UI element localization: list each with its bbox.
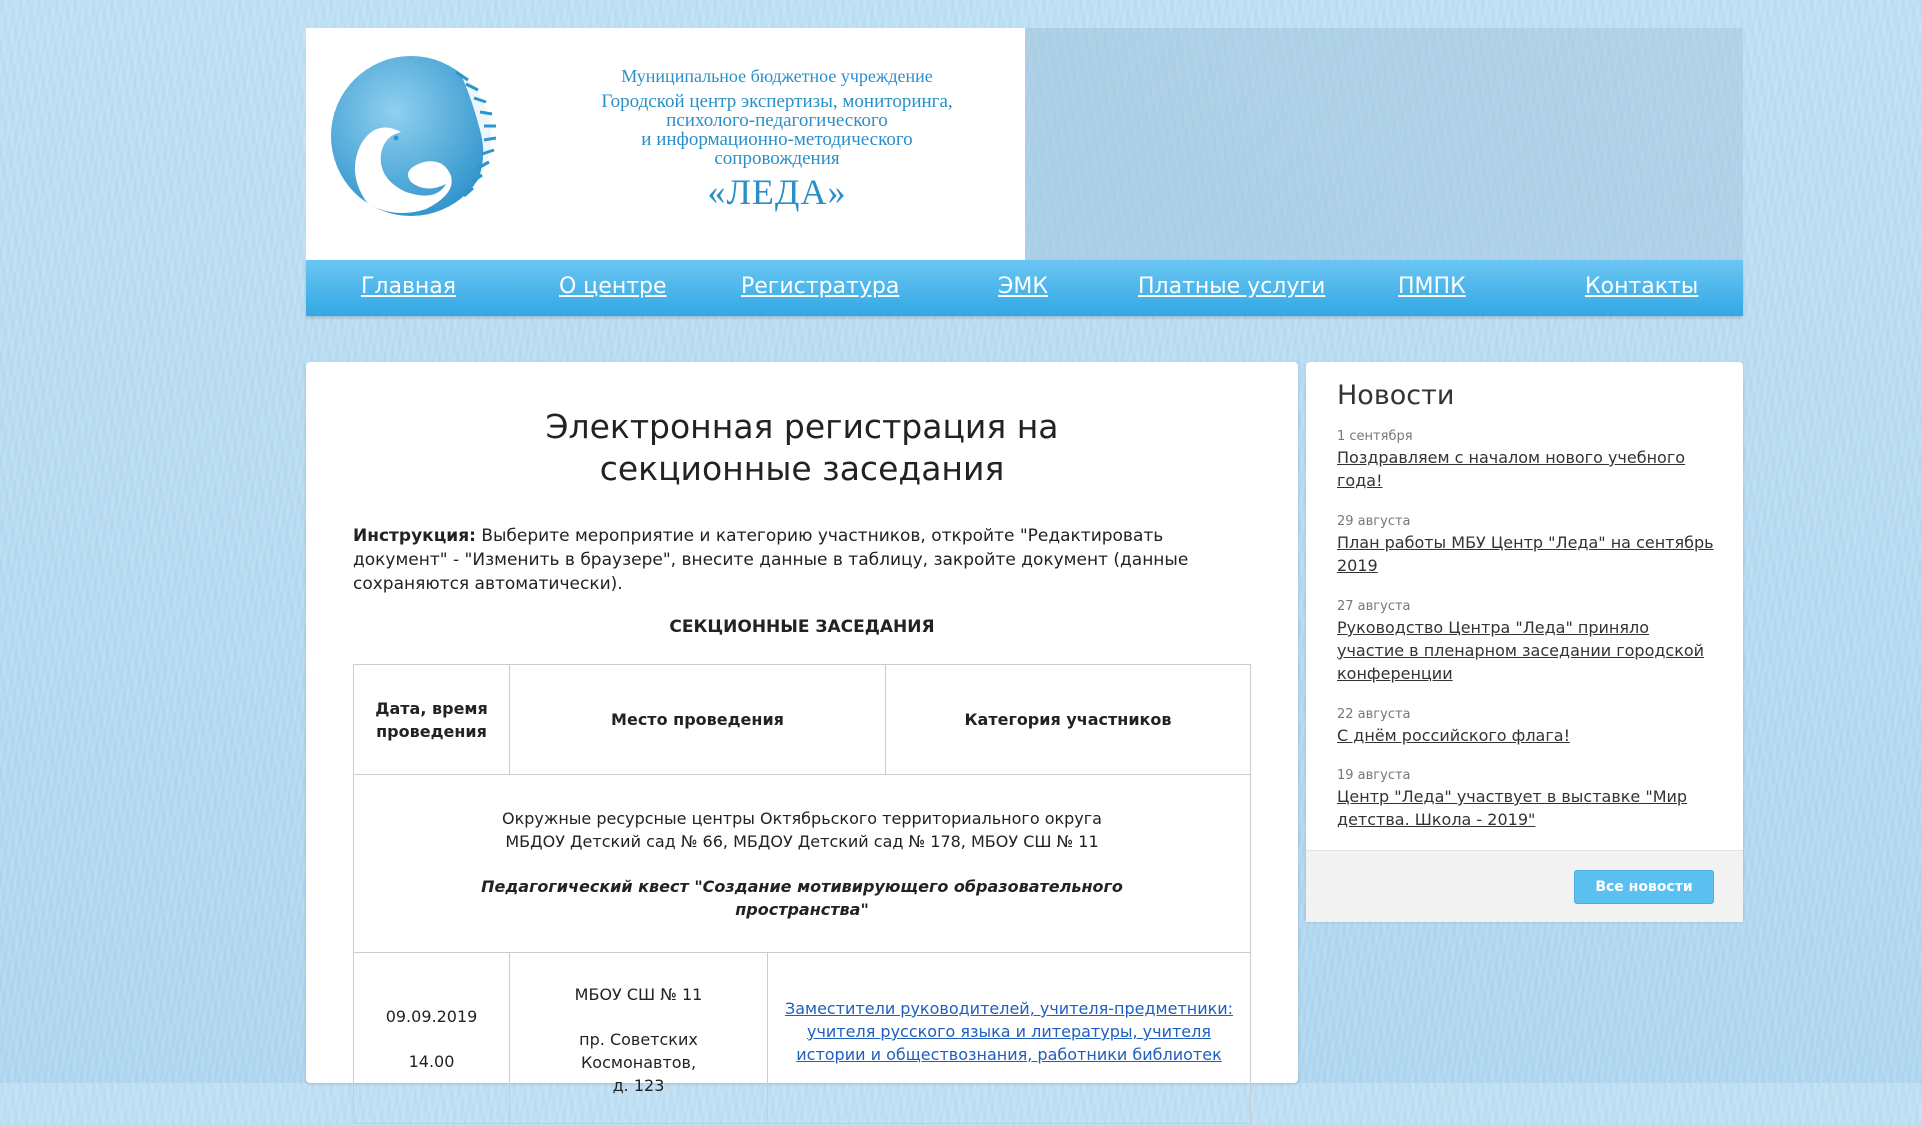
nav-registry[interactable]: Регистратура (741, 274, 900, 299)
main-content (306, 362, 1298, 1095)
row-date: 09.09.2019 (385, 1007, 478, 1026)
org-title: «ЛЕДА» (707, 172, 847, 212)
swan-logo[interactable] (306, 54, 516, 234)
news-link[interactable]: Центр "Леда" участвует в выставке "Мир детства. Школа - 2019" (1337, 787, 1688, 829)
row-time: 14.00 (408, 1052, 455, 1071)
news-item (1337, 767, 1717, 831)
group-event: Педагогический квест "Создание мотивирующего образовательного пространства" (481, 876, 1123, 919)
news-date: 19 августа (1337, 768, 1411, 783)
site-header (306, 28, 1743, 260)
header-category: Категория участников (964, 710, 1172, 729)
group-line-2: МБДОУ Детский сад № 66, МБДОУ Детский сад № 178, МБОУ СШ № 11 (505, 831, 1099, 851)
news-date: 22 августа (1337, 707, 1411, 722)
news-item (1337, 598, 1717, 685)
nav-contacts[interactable]: Контакты (1585, 274, 1699, 299)
header-place: Место проведения (611, 710, 784, 729)
org-line-2: Городской центр экспертизы, мониторинга, (601, 91, 953, 112)
nav-about[interactable]: О центре (559, 274, 667, 299)
group-line-1: Окружные ресурсные центры Октябрьского территориального округа (502, 808, 1102, 828)
row-place-cell (510, 953, 767, 1125)
news-item (1337, 428, 1717, 492)
row-date-cell (354, 953, 509, 1125)
sessions-table (353, 664, 1251, 1124)
row-place-name: МБОУ СШ № 11 (574, 985, 703, 1004)
nav-emk[interactable]: ЭМК (998, 274, 1048, 299)
row-place-house: д. 123 (612, 1076, 665, 1095)
page-title-text: Электронная регистрация на секционные заседания (545, 407, 1059, 488)
news-heading: Новости (1337, 380, 1455, 411)
news-item (1337, 513, 1717, 577)
org-line-4: и информационно-методического (641, 129, 913, 150)
row-place-address: пр. Советских Космонавтов, (579, 1030, 698, 1072)
instruction-label: Инструкция: (353, 526, 476, 546)
news-date: 29 августа (1337, 514, 1411, 529)
news-link[interactable]: С днём российского флага! (1337, 726, 1570, 745)
instruction-text: Выберите мероприятие и категорию участников, откройте "Редактировать документ" - "Изменить в браузере", внесите данные в таблицу, закройте документ (данные сохраняются автоматически). (353, 526, 1189, 594)
instruction (353, 524, 1203, 596)
nav-pmpk[interactable]: ПМПК (1398, 274, 1466, 299)
header-date: Дата, время проведения (375, 698, 488, 741)
organization-name (542, 66, 1012, 214)
org-line-1: Муниципальное бюджетное учреждение (621, 66, 933, 86)
org-line-5: сопровождения (714, 148, 840, 169)
nav-home[interactable]: Главная (361, 274, 457, 299)
news-item (1337, 706, 1717, 747)
page-title (306, 406, 1298, 490)
news-date: 1 сентября (1337, 429, 1413, 444)
header-logo-panel (306, 28, 1025, 260)
main-navigation (306, 260, 1743, 316)
org-line-3: психолого-педагогического (666, 110, 888, 131)
news-footer (1306, 850, 1743, 922)
group-row (354, 775, 1250, 952)
news-link[interactable]: Руководство Центра "Леда" приняло участие в пленарном заседании городской конференции (1337, 618, 1705, 683)
all-news-button[interactable]: Все новости (1574, 870, 1714, 904)
section-title: СЕКЦИОННЫЕ ЗАСЕДАНИЯ (669, 617, 935, 637)
news-date: 27 августа (1337, 599, 1411, 614)
row-category-link[interactable]: Заместители руководителей, учителя-предметники: учителя русского языка и литературы, учителя истории и обществознания, работники библиотек (784, 999, 1234, 1064)
news-panel (1306, 362, 1743, 921)
news-link[interactable]: Поздравляем с началом нового учебного года! (1337, 448, 1686, 490)
nav-paid-services[interactable]: Платные услуги (1138, 274, 1326, 299)
news-link[interactable]: План работы МБУ Центр "Леда" на сентябрь 2019 (1337, 533, 1714, 575)
